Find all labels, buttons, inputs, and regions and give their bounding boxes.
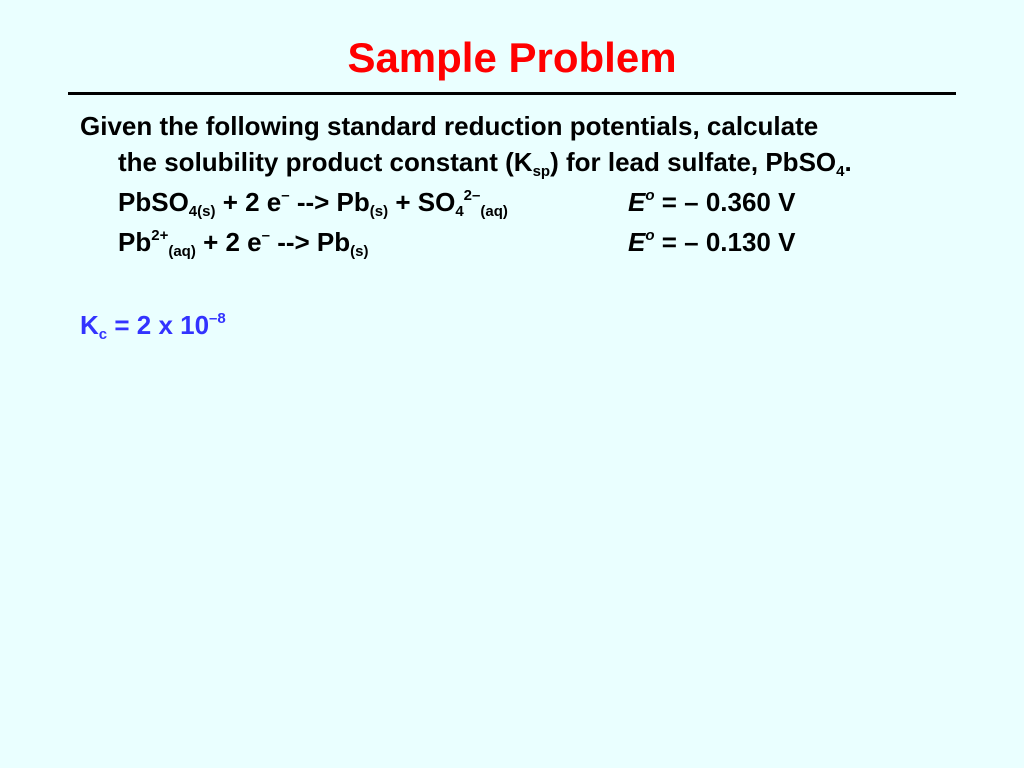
reaction-2 bbox=[118, 226, 368, 258]
potential-2 bbox=[628, 226, 795, 258]
reaction-text: + 2 e bbox=[195, 227, 262, 257]
problem-text: the solubility product constant (K bbox=[118, 147, 533, 177]
reaction-subscript: 4(s) bbox=[188, 203, 216, 220]
potential-1 bbox=[628, 186, 795, 218]
degree-mark: o bbox=[645, 227, 655, 244]
problem-line-2 bbox=[118, 146, 852, 178]
reaction-superscript: 2+ bbox=[151, 227, 169, 244]
reaction-superscript: – bbox=[261, 227, 270, 244]
reaction-text: + 2 e bbox=[215, 187, 282, 217]
reaction-1 bbox=[118, 186, 508, 218]
reaction-text: + SO bbox=[388, 187, 456, 217]
e-symbol: E bbox=[628, 187, 646, 217]
reaction-subscript: (s) bbox=[350, 243, 369, 260]
title-divider bbox=[68, 92, 956, 95]
reaction-text: PbSO bbox=[118, 187, 189, 217]
ksp-subscript: sp bbox=[532, 163, 551, 180]
answer-k-subscript: c bbox=[98, 326, 108, 343]
reaction-subscript: (aq) bbox=[168, 243, 196, 260]
reaction-text: Pb bbox=[118, 227, 152, 257]
problem-text: ) for lead sulfate, PbSO bbox=[550, 147, 837, 177]
answer-value: = 2 x 10 bbox=[107, 310, 210, 340]
answer-k: K bbox=[80, 310, 99, 340]
potential-value: = – 0.130 V bbox=[654, 227, 796, 257]
reaction-subscript: 4 bbox=[455, 203, 464, 220]
potential-value: = – 0.360 V bbox=[654, 187, 796, 217]
reaction-superscript: – bbox=[281, 187, 290, 204]
answer-kc bbox=[80, 309, 226, 341]
problem-line-1: Given the following standard reduction potentials, calculate bbox=[80, 111, 819, 141]
reaction-subscript: (aq) bbox=[480, 203, 508, 220]
slide-title: Sample Problem bbox=[347, 34, 677, 81]
problem-period: . bbox=[844, 147, 852, 177]
degree-mark: o bbox=[645, 187, 655, 204]
reaction-text: --> Pb bbox=[289, 187, 370, 217]
reaction-superscript: 2– bbox=[463, 187, 481, 204]
reaction-text: --> Pb bbox=[269, 227, 351, 257]
answer-exponent: –8 bbox=[209, 310, 226, 327]
reaction-subscript: (s) bbox=[369, 203, 389, 220]
e-symbol: E bbox=[628, 227, 646, 257]
pbso4-subscript: 4 bbox=[836, 163, 845, 180]
